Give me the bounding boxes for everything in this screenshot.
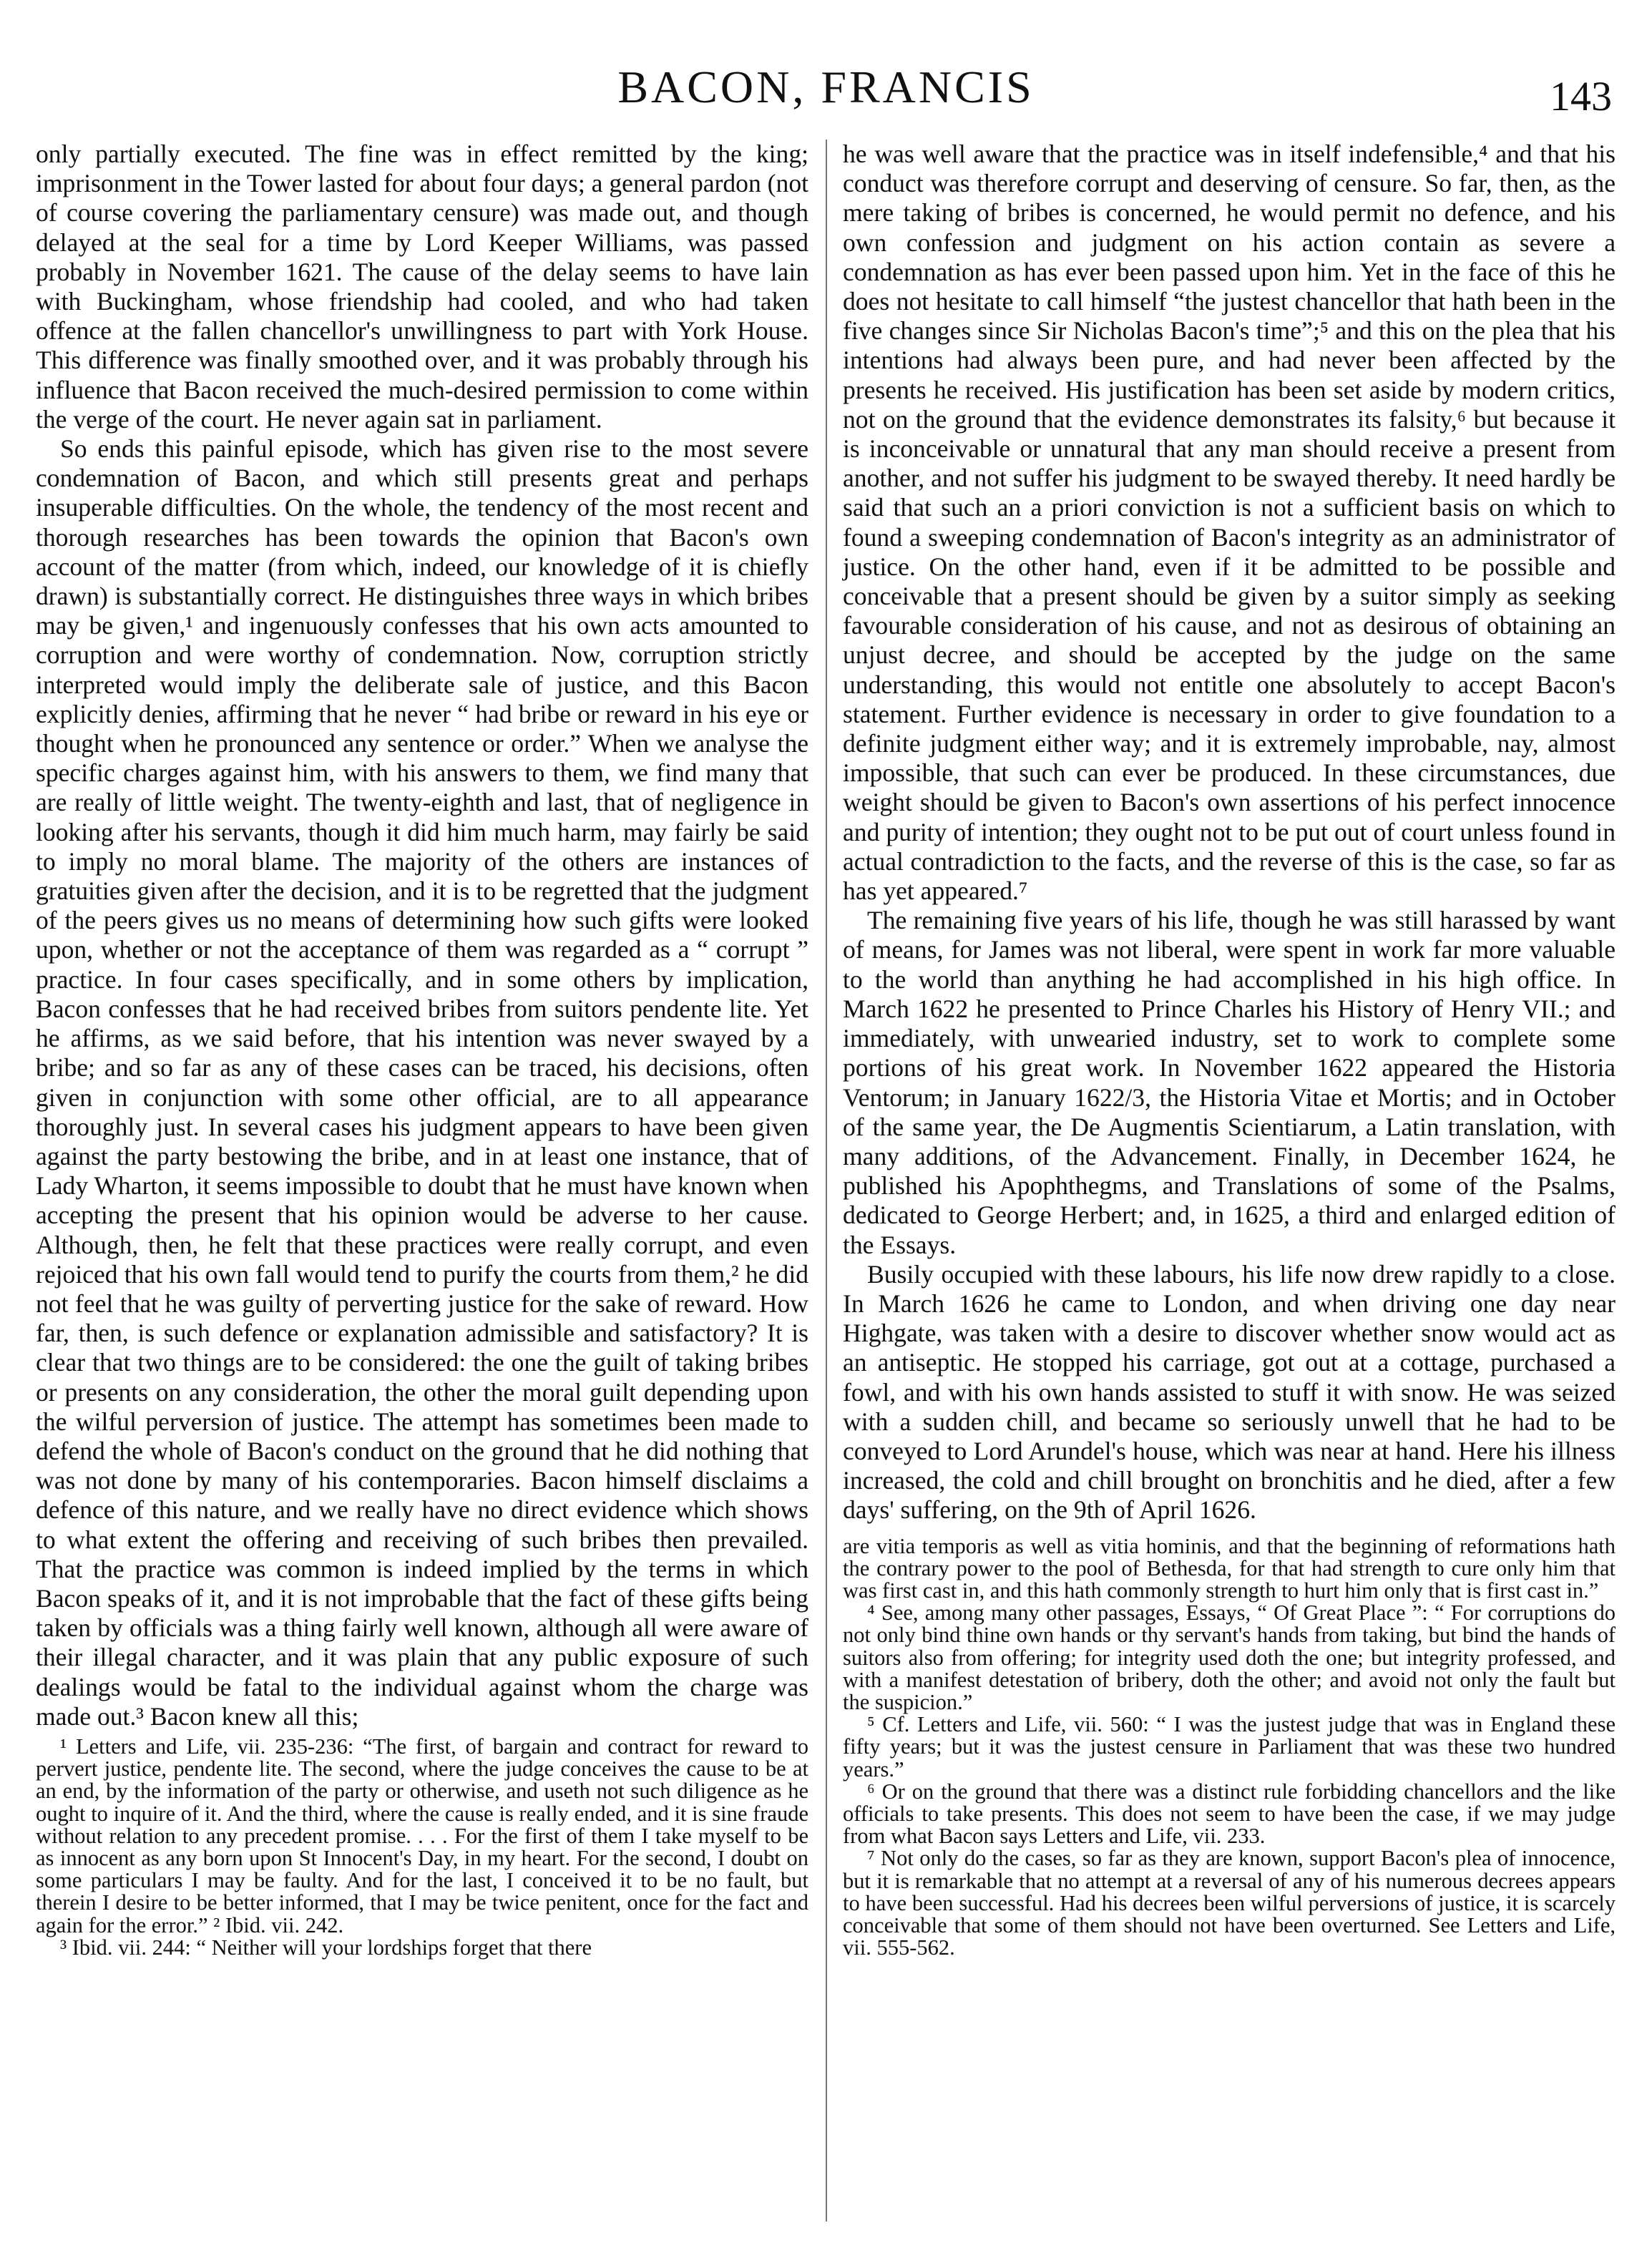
footnote: ⁶ Or on the ground that there was a distinct rule forbidding chancellors and the like officials to take presents. This does not seem to have been the case, if we may judge from what Bacon says Letters and Life, vii. 233.	[843, 1779, 1616, 1849]
paragraph: Busily occupied with these labours, his life now drew rapidly to a close. In March 1626 he came to London, and when driving one day near Highgate, was taken with a desire to discover whether snow would act as an antiseptic. He stopped his carriage, got out at a cottage, purchased a fowl, and with his own hands assisted to stuff it with snow. He was seized with a sudden chill, and became so seriously unwell that he had to be conveyed to Lord Arundel's house, which was near at hand. Here his illness increased, the cold and chill brought on bronchitis and he died, after a few days' suffering, on the 9th of April 1626.	[843, 1259, 1616, 1525]
running-title: BACON, FRANCIS	[617, 62, 1035, 112]
paragraph: only partially executed. The fine was in effect remitted by the king; imprisonment in the Tower lasted for about four days; a general pardon (not of course covering the parliamentary censure) was made out, and though delayed at the seal for a time by Lord Keeper Williams, was passed probably in November 1621. The cause of the delay seems to have lain with Buckingham, whose friendship had cooled, and who had taken offence at the fallen chancellor's unwillingness to part with York House. This difference was finally smoothed over, and it was probably through his influence that Bacon received the much-desired permission to come within the verge of the court. He never again sat in parliament.	[36, 140, 808, 434]
footnote: ⁵ Cf. Letters and Life, vii. 560: “ I was the justest judge that was in England these fifty years; but it was the justest censure in Parliament that was these two hundred years.”	[843, 1712, 1616, 1781]
paragraph: he was well aware that the practice was in itself indefensible,⁴ and that his conduct was therefore corrupt and deserving of censure. So far, then, as the mere taking of bribes is concerned, he would permit no defence, and his own confession and judgment on his action contain as severe a condemnation as has ever been passed upon him. Yet in the face of this he does not hesitate to call himself “the justest chancellor that hath been in the five changes since Sir Nicholas Bacon's time”;⁵ and this on the plea that his intentions had always been pure, and had never been affected by the presents he received. His justification has been set aside by modern critics, not on the ground that the evidence demonstrates its falsity,⁶ but because it is inconceivable or unnatural that any man should receive a present from another, and not suffer his judgment to be swayed thereby. It need hardly be said that such an a priori conviction is not a sufficient basis on which to found a sweeping condemnation of Bacon's integrity as an administrator of justice. On the other hand, even if it be admitted to be possible and conceivable that a present should be given by a suitor simply as seeking favourable consideration of his cause, and not as desirous of obtaining an unjust decree, and should be accepted by the judge on the same understanding, this would not entitle one absolutely to accept Bacon's statement. Further evidence is necessary in order to give foundation to a definite judgment either way; and it is extremely improbable, nay, almost impossible, that such can ever be produced. In these circumstances, due weight should be given to Bacon's own assertions of his perfect innocence and purity of intention; they ought not to be put out of court unless found in actual contradiction to the facts, and the reverse of this is the case, so far as has yet appeared.⁷	[843, 140, 1616, 906]
right-body-text	[843, 140, 1616, 1525]
footnote: ⁷ Not only do the cases, so far as they are known, support Bacon's plea of innocence, but it is remarkable that no attempt at a reversal of any of his numerous decrees appears to have been successful. Had his decrees been wilful perversions of justice, it is scarcely conceivable that some of them should not have been overturned. See Letters and Life, vii. 555-562.	[843, 1846, 1616, 1960]
page-number: 143	[1550, 73, 1612, 119]
left-body-text	[36, 140, 808, 1731]
paragraph: So ends this painful episode, which has given rise to the most severe condemnation of Bacon, and which still presents great and perhaps insuperable difficulties. On the whole, the tendency of the most recent and thorough researches has been towards the opinion that Bacon's own account of the matter (from which, indeed, our knowledge of it is chiefly drawn) is substantially correct. He distinguishes three ways in which bribes may be given,¹ and ingenuously confesses that his own acts amounted to corruption and were worthy of condemnation. Now, corruption strictly interpreted would imply the deliberate sale of justice, and this Bacon explicitly denies, affirming that he never “ had bribe or reward in his eye or thought when he pronounced any sentence or order.” When we analyse the specific charges against him, with his answers to them, we find many that are really of little weight. The twenty-eighth and last, that of negligence in looking after his servants, though it did him much harm, may fairly be said to imply no moral blame. The majority of the others are instances of gratuities given after the decision, and it is to be regretted that the judgment of the peers gives us no means of determining how such gifts were looked upon, whether or not the acceptance of them was regarded as a “ corrupt ” practice. In four cases specifically, and in some others by implication, Bacon confesses that he had received bribes from suitors pendente lite. Yet he affirms, as we said before, that his intention was never swayed by a bribe; and so far as any of these cases can be traced, his decisions, often given in conjunction with some other official, are to all appearance thoroughly just. In several cases his judgment appears to have been given against the party bestowing the bribe, and in at least one instance, that of Lady Wharton, it seems impossible to doubt that he must have known when accepting the present that his opinion would be adverse to her cause. Although, then, he felt that these practices were really corrupt, and even rejoiced that his own fall would tend to purify the courts from them,² he did not feel that he was guilty of perverting justice for the sake of reward. How far, then, is such defence or explanation admissible and satisfactory? It is clear that two things are to be considered: the one the guilt of taking bribes or presents on any consideration, the other the moral guilt depending upon the wilful perversion of justice. The attempt has sometimes been made to defend the whole of Bacon's conduct on the ground that he did nothing that was not done by many of his contemporaries. Bacon himself disclaims a defence of this nature, and we really have no direct evidence which shows to what extent the offering and receiving of such bribes then prevailed. That the practice was common is indeed implied by the terms in which Bacon speaks of it, and it is not improbable that the fact of these gifts being taken by officials was a thing fairly well known, although all were aware of their illegal character, and it was plain that any public exposure of such dealings would be fatal to the individual against whom the charge was made out.³ Bacon knew all this;	[36, 434, 808, 1731]
footnote-continuation: are vitia temporis as well as vitia hominis, and that the beginning of reformations hath the contrary power to the pool of Bethesda, for that had strength to cure only him that was first cast in, and this hath commonly strength to hurt him only that is first cast in.”	[843, 1533, 1616, 1603]
right-footnotes	[843, 1535, 1616, 1960]
footnote: ³ Ibid. vii. 244: “ Neither will your lordships forget that there	[60, 1935, 592, 1960]
left-column	[36, 140, 808, 1959]
page-header	[0, 56, 1652, 120]
right-column	[843, 140, 1616, 1959]
left-footnotes	[36, 1736, 808, 1959]
footnote: ⁴ See, among many other passages, Essays, “ Of Great Place ”: “ For corruptions do not only bind thine own hands or thy servant's hands from taking, but bind the hands of suitors also from offering; for integrity used doth the one; but integrity professed, and with a manifest detestation of bribery, doth the other; and avoid not only the fault but the suspicion.”	[843, 1600, 1616, 1714]
footnote: ¹ Letters and Life, vii. 235-236: “The first, of bargain and contract for reward to pervert justice, pendente lite. The second, where the judge conceives the cause to be at an end, by the information of the party or otherwise, and useth not such diligence as he ought to inquire of it. And the third, where the cause is really ended, and it is sine fraude without relation to any precedent promise. . . . For the first of them I take myself to be as innocent as any born upon St Innocent's Day, in my heart. For the second, I doubt on some particulars I may be faulty. And for the last, I conceived it to be no fault, but therein I desire to be better informed, that I may be twice penitent, once for the fact and again for the error.” ² Ibid. vii. 242.	[36, 1734, 808, 1937]
paragraph: The remaining five years of his life, though he was still harassed by want of means, for James was not liberal, were spent in work far more valuable to the world than anything he had accomplished in his high office. In March 1622 he presented to Prince Charles his History of Henry VII.; and immediately, with unwearied industry, set to work to complete some portions of his great work. In November 1622 appeared the Historia Ventorum; in January 1622/3, the Historia Vitae et Mortis; and in October of the same year, the De Augmentis Scientiarum, a Latin translation, with many additions, of the Advancement. Finally, in December 1624, he published his Apophthegms, and Translations of some of the Psalms, dedicated to George Herbert; and, in 1625, a third and enlarged edition of the Essays.	[843, 906, 1616, 1259]
column-divider	[826, 140, 827, 2221]
